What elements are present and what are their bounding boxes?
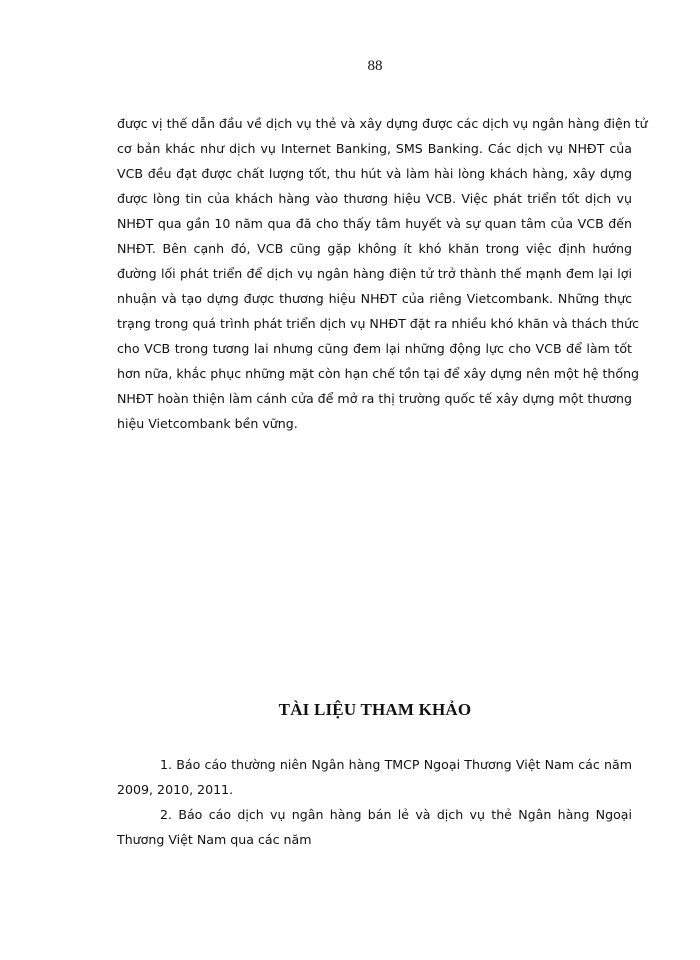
reference-line: 2. Báo cáo dịch vụ ngân hàng bán lẻ và dịch vụ thẻ Ngân hàng Ngoại bbox=[160, 807, 632, 822]
paragraph-line: hiệu Vietcombank bền vững. bbox=[117, 416, 298, 431]
paragraph-line: nhuận và tạo dựng được thương hiệu NHĐT của riêng Vietcombank. Những thực bbox=[117, 291, 632, 306]
page-number: 88 bbox=[367, 58, 383, 74]
paragraph-line: hơn nữa, khắc phục những mặt còn hạn chế tồn tại để xây dựng nên một hệ thống bbox=[117, 366, 640, 381]
paragraph-line: NHĐT hoàn thiện làm cánh cửa để mở ra thị trường quốc tế xây dựng một thương bbox=[117, 391, 632, 406]
paragraph-line: trạng trong quá trình phát triển dịch vụ NHĐT đặt ra nhiều khó khăn và thách thức bbox=[117, 316, 640, 331]
paragraph-line: đường lối phát triển để dịch vụ ngân hàng điện tử trở thành thế mạnh đem lại lợi bbox=[117, 266, 632, 281]
paragraph-line: NHĐT. Bên cạnh đó, VCB cũng gặp không ít khó khăn trong việc định hướng bbox=[117, 241, 632, 256]
paragraph-line: VCB đều đạt được chất lượng tốt, thu hút và làm hài lòng khách hàng, xây dựng bbox=[117, 166, 632, 181]
reference-line: 1. Báo cáo thường niên Ngân hàng TMCP Ngoại Thương Việt Nam các năm bbox=[160, 757, 632, 772]
paragraph-line: cơ bản khác như dịch vụ Internet Banking, SMS Banking. Các dịch vụ NHĐT của bbox=[117, 141, 632, 156]
paragraph-line: được lòng tin của khách hàng vào thương hiệu VCB. Việc phát triển tốt dịch vụ bbox=[117, 191, 632, 206]
reference-line: 2009, 2010, 2011. bbox=[117, 782, 234, 797]
paragraph-line: được vị thế dẫn đầu về dịch vụ thẻ và xây dựng được các dịch vụ ngân hàng điện tử bbox=[117, 116, 648, 131]
paragraph-line: cho VCB trong tương lai nhưng cũng đem lại những động lực cho VCB để làm tốt bbox=[117, 341, 632, 356]
reference-line: Thương Việt Nam qua các năm bbox=[117, 832, 312, 847]
references-title: TÀI LIỆU THAM KHẢO bbox=[278, 700, 472, 719]
paragraph-line: NHĐT qua gần 10 năm qua đã cho thấy tâm huyết và sự quan tâm của VCB đến bbox=[117, 216, 632, 231]
